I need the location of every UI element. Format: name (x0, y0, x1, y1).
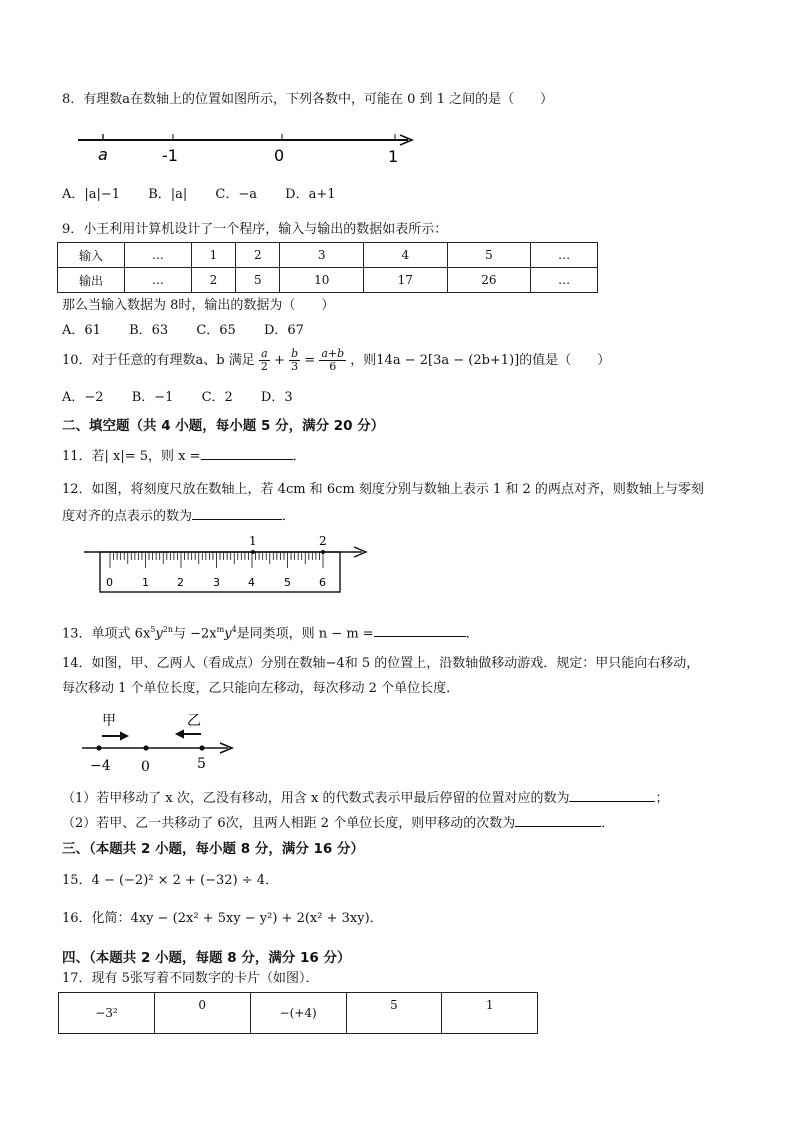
card: 1 (442, 993, 538, 1034)
question-12-line1: 12．如图，将刻度尺放在数轴上，若 4cm 和 6cm 刻度分别与数轴上表示 1 和 2 的两点对齐，则数轴上与零刻 (62, 482, 704, 497)
input-row (58, 243, 598, 268)
axis-label-minus-four: −4 (90, 758, 111, 774)
option-a: A．61 (62, 323, 101, 338)
option-b: B．|a| (148, 187, 188, 202)
question-8-number-line (70, 126, 430, 170)
axis-label-zero: 0 (141, 759, 150, 775)
question-9-followup: 那么当输入数据为 8时，输出的数据为（ ） (62, 298, 335, 313)
question-12-line2 (62, 506, 295, 526)
answer-blank[interactable] (192, 506, 282, 520)
question-15-text: 15．4 − (−2)² × 2 + (−32) ÷ 4． (62, 873, 279, 888)
question-9-table (57, 242, 598, 293)
question-14-sub2 (62, 813, 614, 833)
exponent: 5 (150, 625, 156, 634)
ruler-label: 2 (177, 576, 184, 589)
axis-label-a: a (98, 145, 108, 164)
question-9-text: 9．小王利用计算机设计了一个程序，输入与输出的数据如表所示： (62, 222, 448, 237)
axis-label-five: 5 (197, 756, 206, 772)
input-cell: … (125, 243, 192, 268)
output-cell: 10 (280, 268, 364, 293)
option-c: C．65 (196, 323, 236, 338)
q12-line2-text: 度对齐的点表示的数为 (62, 509, 193, 524)
card: −3² (59, 993, 155, 1034)
ruler-label: 3 (213, 576, 220, 589)
question-10-options (62, 389, 317, 407)
q13-mid: 与 −2x (172, 626, 217, 642)
right-arrow-head (120, 732, 128, 740)
question-8-text: 8．有理数a在数轴上的位置如图所示，下列各数中，可能在 0 到 1 之间的是（ ） (62, 92, 554, 107)
question-14-line1: 14．如图，甲、乙两人（看成点）分别在数轴−4和 5 的位置上，沿数轴做移动游戏．规定：甲只能向右移动， (62, 656, 700, 671)
option-c: C．2 (201, 390, 233, 405)
output-cell: 5 (236, 268, 280, 293)
fraction-a-over-2: $\frac{a}{2}$ (260, 347, 268, 373)
var-y: y (155, 626, 163, 642)
point-five (199, 745, 204, 750)
label-jia: 甲 (102, 713, 116, 729)
ruler-label: 6 (319, 576, 326, 589)
output-cell: … (125, 268, 192, 293)
q10-post: ，则14a − 2[3a − (2b+1)]的值是（ ） (350, 353, 611, 368)
output-cell: 26 (447, 268, 531, 293)
question-14-line2: 每次移动 1 个单位长度，乙只能向左移动，每次移动 2 个单位长度． (62, 681, 460, 696)
card: 5 (346, 993, 442, 1034)
q11-pre: 11．若| x|= 5，则 x = (62, 449, 201, 464)
section-3-heading: 三、（本题共 2 小题，每小题 8 分，满分 16 分） (62, 841, 365, 857)
question-11-text (62, 446, 306, 466)
output-cell: 17 (364, 268, 448, 293)
option-c: C．−a (215, 187, 258, 202)
question-12-ruler-figure (82, 532, 374, 596)
q10-pre: 10．对于任意的有理数a、b 满足 (62, 353, 255, 368)
ruler-label: 5 (284, 576, 291, 589)
axis-label-one: 1 (249, 534, 257, 548)
ruler-ticks (110, 552, 323, 568)
section-2-heading: 二、填空题（共 4 小题，每小题 5 分，满分 20 分） (62, 418, 385, 434)
ruler-label: 0 (106, 576, 113, 589)
option-d: D．67 (263, 323, 304, 338)
question-17-text: 17．现有 5张写着不同数字的卡片（如图）． (62, 971, 319, 986)
question-16-text: 16．化简：4xy − (2x² + 5xy − y²) + 2(x² + 3xy)． (62, 911, 383, 926)
q14-sub1-text: （1）若甲移动了 x 次，乙没有移动，用含 x 的代数式表示甲最后停留的位置对应的数为 (62, 791, 570, 806)
axis-label-two: 2 (319, 534, 327, 548)
point-minus-four (96, 745, 101, 750)
answer-blank[interactable] (201, 446, 293, 460)
q13-post: 是同类项，则 n − m = (236, 626, 374, 642)
input-cell: 5 (447, 243, 531, 268)
input-cell: 1 (191, 243, 235, 268)
q14-sub2-post: ． (601, 816, 615, 831)
input-cell: 2 (236, 243, 280, 268)
section-4-heading: 四、（本题共 2 小题，每题 8 分，满分 16 分） (62, 950, 351, 966)
exponent: 2n (162, 625, 173, 634)
option-b: B．−1 (131, 390, 174, 405)
plus-sign: + (274, 353, 285, 368)
card: 0 (154, 993, 250, 1034)
q14-sub1-post: ； (655, 791, 669, 806)
ruler-label: 1 (142, 576, 149, 589)
equals-sign: = (304, 353, 316, 368)
option-a: A．−2 (62, 390, 104, 405)
fraction-a-plus-b-over-6: $\frac{a+b}{6}$ (321, 347, 345, 373)
answer-blank[interactable] (569, 788, 655, 802)
option-d: D．3 (260, 390, 293, 405)
card: −(+4) (250, 993, 346, 1034)
axis-label-zero: 0 (274, 146, 285, 165)
q13-pre: 13．单项式 6x (62, 626, 151, 642)
q13-end: ． (465, 626, 479, 642)
question-9-options (62, 322, 328, 340)
option-b: B．63 (129, 323, 169, 338)
axis-label-minus-one: -1 (162, 146, 178, 165)
fraction-b-over-3: $\frac{b}{3}$ (291, 347, 299, 373)
exponent: 4 (231, 625, 237, 634)
question-14-figure (80, 710, 240, 776)
option-a: A．|a|−1 (62, 187, 121, 202)
answer-blank[interactable] (515, 813, 601, 827)
point-zero (143, 745, 148, 750)
input-cell: … (531, 243, 598, 268)
input-cell: 4 (364, 243, 448, 268)
question-13-text (62, 621, 479, 643)
ruler-label: 4 (248, 576, 255, 589)
question-17-cards (58, 992, 538, 1034)
question-10-text (62, 346, 610, 376)
label-yi: 乙 (187, 713, 201, 729)
question-14-sub1 (62, 788, 668, 808)
q11-post: ． (292, 449, 306, 464)
answer-blank[interactable] (374, 623, 466, 637)
var-y: y (224, 626, 232, 642)
output-row (58, 268, 598, 293)
option-d: D．a+1 (285, 187, 336, 202)
axis-label-one: 1 (388, 147, 399, 166)
output-cell: … (531, 268, 598, 293)
left-arrow-head (176, 730, 184, 738)
exponent: m (216, 625, 225, 634)
output-cell: 2 (191, 268, 235, 293)
input-label: 输入 (58, 243, 125, 268)
q12-post: ． (282, 509, 296, 524)
question-8-options (62, 186, 360, 204)
output-label: 输出 (58, 268, 125, 293)
q14-sub2-text: （2）若甲、乙一共移动了 6次，且两人相距 2 个单位长度，则甲移动的次数为 (62, 816, 516, 831)
input-cell: 3 (280, 243, 364, 268)
